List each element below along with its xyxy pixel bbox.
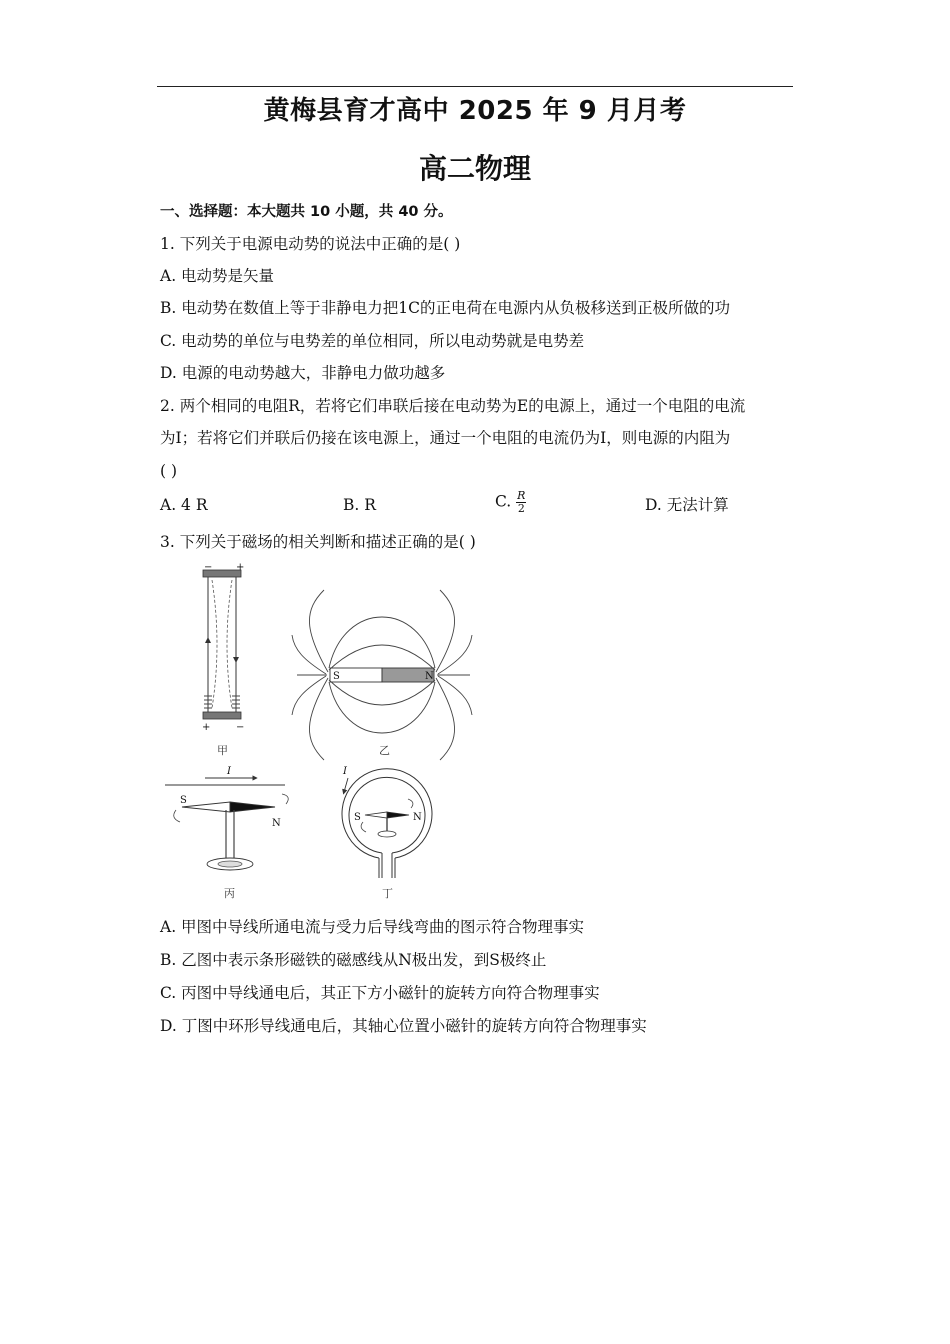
q2-option-d: D. 无法计算 — [645, 496, 729, 514]
caption-bing: 丙 — [224, 887, 235, 900]
q3-stem: 3. 下列关于磁场的相关判断和描述正确的是( ) — [160, 533, 476, 551]
exam-title: 黄梅县育才高中 2025 年 9 月月考 — [263, 96, 687, 126]
subject-title: 高二物理 — [418, 152, 531, 185]
ding-pole-s: S — [354, 812, 361, 823]
q3-figure-svg — [160, 560, 490, 905]
caption-jia: 甲 — [217, 744, 228, 757]
bing-current: I — [227, 766, 231, 777]
figure-ding — [342, 766, 432, 900]
ding-pole-n: N — [413, 812, 422, 823]
ding-current: I — [343, 766, 347, 777]
section-heading: 一、选择题：本大题共 10 小题，共 40 分。 — [160, 204, 453, 220]
q2-stem-line1: 2. 两个相同的电阻R，若将它们串联后接在电动势为E的电源上，通过一个电阻的电流 — [160, 397, 746, 415]
fraction-numerator: R — [517, 489, 526, 502]
caption-ding: 丁 — [382, 887, 393, 900]
caption-yi: 乙 — [379, 744, 390, 757]
figure-jia — [202, 562, 244, 757]
q1-option-a: A. 电动势是矢量 — [160, 267, 275, 285]
q2-stem-line3: ( ) — [160, 462, 178, 480]
q3-figures — [160, 560, 490, 905]
jia-minus-bottom: − — [236, 722, 245, 733]
q3-option-a: A. 甲图中导线所通电流与受力后导线弯曲的图示符合物理事实 — [160, 918, 585, 936]
q2-option-a: A. 4 R — [160, 496, 208, 514]
q3-option-c: C. 丙图中导线通电后，其正下方小磁针的旋转方向符合物理事实 — [160, 984, 600, 1002]
yi-pole-n: N — [425, 671, 434, 682]
q2-option-c — [495, 490, 526, 515]
jia-minus-top: − — [204, 562, 213, 573]
q3-option-b: B. 乙图中表示条形磁铁的磁感线从N极出发，到S极终止 — [160, 951, 547, 969]
q2-stem-line2: 为I；若将它们并联后仍接在该电源上，通过一个电阻的电流仍为I，则电源的内阻为 — [160, 429, 731, 447]
q1-option-b: B. 电动势在数值上等于非静电力把1C的正电荷在电源内从负极移送到正极所做的功 — [160, 299, 730, 317]
q1-option-d: D. 电源的电动势越大，非静电力做功越多 — [160, 364, 446, 382]
q3-option-d: D. 丁图中环形导线通电后，其轴心位置小磁针的旋转方向符合物理事实 — [160, 1017, 647, 1035]
q2-option-b: B. R — [343, 496, 376, 514]
header-rule — [157, 86, 793, 87]
bing-pole-n: N — [272, 818, 281, 829]
figure-bing — [165, 766, 288, 900]
q1-option-c: C. 电动势的单位与电势差的单位相同，所以电动势就是电势差 — [160, 332, 585, 350]
figure-yi — [292, 590, 472, 760]
bing-pole-s: S — [180, 795, 187, 806]
q1-stem: 1. 下列关于电源电动势的说法中正确的是( ) — [160, 235, 461, 253]
q2-option-c-fraction — [516, 490, 526, 515]
yi-pole-s: S — [333, 671, 340, 682]
fraction-denominator: 2 — [517, 502, 525, 515]
jia-plus-top: + — [236, 562, 245, 573]
q2-option-c-prefix: C. — [495, 492, 512, 511]
jia-plus-bottom: + — [202, 722, 211, 733]
